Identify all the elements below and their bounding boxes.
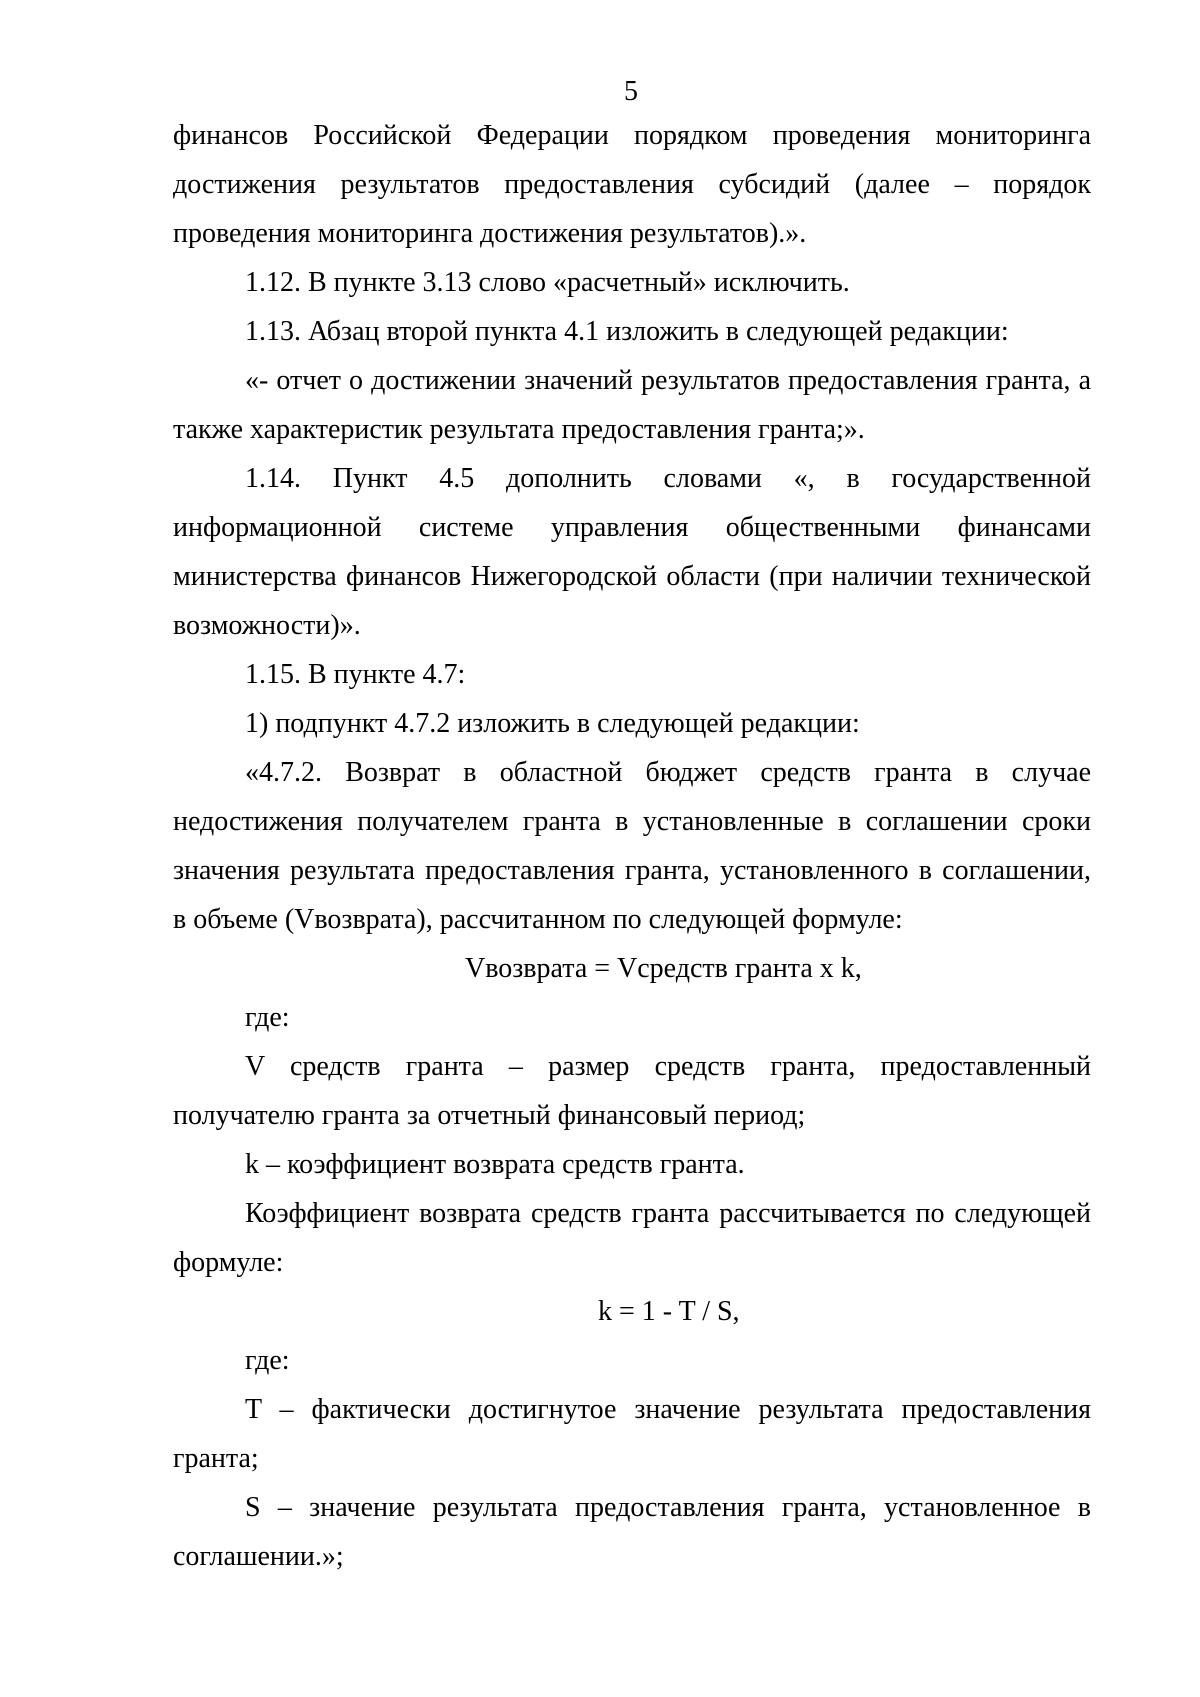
paragraph-4-7-2: «4.7.2. Возврат в областной бюджет средств гранта в случае недостижения получателем гранта в установленные в соглашении сроки значения результата предоставления гранта, установленного в соглашении, в объеме (Vвозврата), рассчитанном по следующей формуле: (173, 757, 1091, 935)
page-number: 5 (624, 76, 638, 107)
paragraph-k-definition: k – коэффициент возврата средств гранта. (245, 1149, 745, 1180)
document-body (173, 111, 1091, 1581)
paragraph-report-clause: «- отчет о достижении значений результатов предоставления гранта, а также характеристик результата предоставления гранта;». (173, 365, 1091, 445)
formula-coefficient: k = 1 - T / S, (598, 1296, 740, 1327)
paragraph-t-definition: T – фактически достигнутое значение результата предоставления гранта; (173, 1394, 1091, 1474)
paragraph-1-12: 1.12. В пункте 3.13 слово «расчетный» исключить. (245, 267, 850, 298)
paragraph-1-13: 1.13. Абзац второй пункта 4.1 изложить в следующей редакции: (245, 316, 1009, 347)
paragraph-1-15: 1.15. В пункте 4.7: (245, 659, 466, 690)
paragraph-where-1: где: (245, 1002, 290, 1033)
paragraph-continuation: финансов Российской Федерации порядком проведения мониторинга достижения результатов предоставления субсидий (далее – порядок проведения мониторинга достижения результатов).». (173, 120, 1091, 249)
paragraph-where-2: где: (245, 1345, 290, 1376)
paragraph-1-14: 1.14. Пункт 4.5 дополнить словами «, в государственной информационной системе управления общественными финансами министерства финансов Нижегородской области (при наличии технической возможности)». (173, 463, 1091, 641)
formula-return-volume: Vвозврата = Vсредств гранта x k, (465, 953, 862, 984)
paragraph-subclause-1: 1) подпункт 4.7.2 изложить в следующей редакции: (245, 708, 860, 739)
paragraph-coefficient-intro: Коэффициент возврата средств гранта рассчитывается по следующей формуле: (173, 1198, 1091, 1278)
paragraph-s-definition: S – значение результата предоставления гранта, установленное в соглашении.»; (173, 1492, 1091, 1572)
paragraph-v-definition: V средств гранта – размер средств гранта, предоставленный получателю гранта за отчетный финансовый период; (173, 1051, 1091, 1131)
